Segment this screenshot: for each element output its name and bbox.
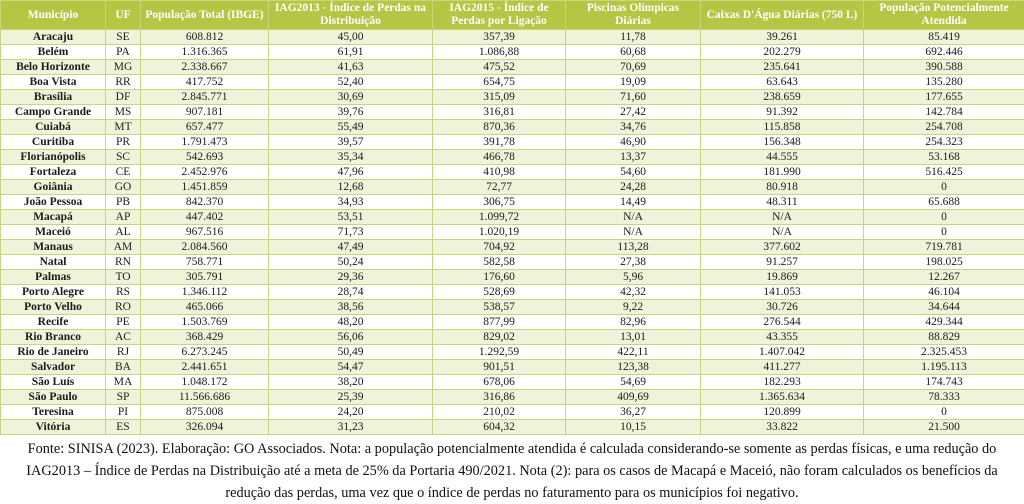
value-cell: 80.918 [701, 180, 864, 195]
value-cell: 429.344 [864, 315, 1024, 330]
value-cell: 316,81 [433, 105, 566, 120]
value-cell: 48,20 [269, 315, 433, 330]
value-cell: 30.726 [701, 300, 864, 315]
table-body [1, 30, 1024, 435]
value-cell: 1.407.042 [701, 345, 864, 360]
value-cell: 202.279 [701, 45, 864, 60]
municipality-cell: Macapá [1, 210, 106, 225]
municipality-cell: Cuiabá [1, 120, 106, 135]
value-cell: 410,98 [433, 165, 566, 180]
value-cell: 1.195.113 [864, 360, 1024, 375]
value-cell: 91.392 [701, 105, 864, 120]
value-cell: AM [106, 240, 141, 255]
value-cell: 176,60 [433, 270, 566, 285]
value-cell: 35,34 [269, 150, 433, 165]
value-cell: 71,73 [269, 225, 433, 240]
footnote-line-1: Fonte: SINISA (2023). Elaboração: GO Associados. Nota: a população potencialmente atendida é calculada considerando-se somente as perdas físicas, e uma redução do [27, 441, 997, 457]
value-cell: PB [106, 195, 141, 210]
value-cell: 53.168 [864, 150, 1024, 165]
value-cell: 31,23 [269, 420, 433, 435]
municipality-cell: Palmas [1, 270, 106, 285]
municipality-cell: Curitiba [1, 135, 106, 150]
table-row [1, 270, 1024, 285]
municipality-cell: Fortaleza [1, 165, 106, 180]
column-header-populacao-total: População Total (IBGE) [141, 1, 269, 30]
value-cell: 1.292,59 [433, 345, 566, 360]
column-header-municipio: Município [1, 1, 106, 30]
value-cell: 466,78 [433, 150, 566, 165]
table-row [1, 30, 1024, 45]
value-cell: 368.429 [141, 330, 269, 345]
value-cell: 377.602 [701, 240, 864, 255]
value-cell: 12.267 [864, 270, 1024, 285]
table-row [1, 405, 1024, 420]
table-header [1, 1, 1024, 30]
value-cell: 28,74 [269, 285, 433, 300]
value-cell: 91.257 [701, 255, 864, 270]
footnote-line-3: redução das perdas, uma vez que o índice de perdas no faturamento para os municípios foi negativo. [225, 485, 799, 501]
value-cell: 33.822 [701, 420, 864, 435]
table-row [1, 360, 1024, 375]
value-cell: 528,69 [433, 285, 566, 300]
value-cell: MS [106, 105, 141, 120]
value-cell: 409,69 [566, 390, 701, 405]
value-cell: PE [106, 315, 141, 330]
value-cell: 30,69 [269, 90, 433, 105]
value-cell: RJ [106, 345, 141, 360]
value-cell: 48.311 [701, 195, 864, 210]
table-row [1, 120, 1024, 135]
table-row [1, 345, 1024, 360]
value-cell: 2.845.771 [141, 90, 269, 105]
value-cell: 156.348 [701, 135, 864, 150]
value-cell: 54,60 [566, 165, 701, 180]
value-cell: 306,75 [433, 195, 566, 210]
value-cell: DF [106, 90, 141, 105]
value-cell: 113,28 [566, 240, 701, 255]
value-cell: N/A [566, 225, 701, 240]
value-cell: 5,96 [566, 270, 701, 285]
value-cell: 1.451.859 [141, 180, 269, 195]
value-cell: RS [106, 285, 141, 300]
value-cell: 391,78 [433, 135, 566, 150]
value-cell: 181.990 [701, 165, 864, 180]
table-row [1, 420, 1024, 435]
value-cell: 53,51 [269, 210, 433, 225]
value-cell: 13,01 [566, 330, 701, 345]
value-cell: 70,69 [566, 60, 701, 75]
footnote-line-2: IAG2013 – Índice de Perdas na Distribuição até a meta de 25% da Portaria 490/2021. Nota (2): para os casos de Macapá e Maceió, não foram calculados os benefícios da [26, 463, 998, 479]
value-cell: 0 [864, 225, 1024, 240]
value-cell: SC [106, 150, 141, 165]
value-cell: 38,56 [269, 300, 433, 315]
value-cell: 141.053 [701, 285, 864, 300]
value-cell: 465.066 [141, 300, 269, 315]
value-cell: 1.099,72 [433, 210, 566, 225]
value-cell: 72,77 [433, 180, 566, 195]
value-cell: 2.325.453 [864, 345, 1024, 360]
value-cell: 54,69 [566, 375, 701, 390]
value-cell: 542.693 [141, 150, 269, 165]
value-cell: 654,75 [433, 75, 566, 90]
value-cell: 411.277 [701, 360, 864, 375]
value-cell: 235.641 [701, 60, 864, 75]
value-cell: 115.858 [701, 120, 864, 135]
column-header-piscinas: Piscinas Olímpicas Diárias [566, 1, 701, 30]
value-cell: 447.402 [141, 210, 269, 225]
table-row [1, 255, 1024, 270]
value-cell: SP [106, 390, 141, 405]
value-cell: 11,78 [566, 30, 701, 45]
value-cell: 0 [864, 210, 1024, 225]
municipality-cell: Vitória [1, 420, 106, 435]
value-cell: 842.370 [141, 195, 269, 210]
table-row [1, 105, 1024, 120]
header-row [1, 1, 1024, 30]
value-cell: 1.365.634 [701, 390, 864, 405]
municipality-cell: Belém [1, 45, 106, 60]
value-cell: 50,49 [269, 345, 433, 360]
municipality-cell: Goiânia [1, 180, 106, 195]
table-row [1, 45, 1024, 60]
table-row [1, 210, 1024, 225]
value-cell: 475,52 [433, 60, 566, 75]
value-cell: 2.084.560 [141, 240, 269, 255]
value-cell: 41,63 [269, 60, 433, 75]
value-cell: 1.791.473 [141, 135, 269, 150]
value-cell: 422,11 [566, 345, 701, 360]
municipality-cell: Campo Grande [1, 105, 106, 120]
municipality-cell: São Paulo [1, 390, 106, 405]
value-cell: RO [106, 300, 141, 315]
value-cell: 1.020,19 [433, 225, 566, 240]
value-cell: 357,39 [433, 30, 566, 45]
value-cell: 678,06 [433, 375, 566, 390]
value-cell: 44.555 [701, 150, 864, 165]
value-cell: 1.346.112 [141, 285, 269, 300]
value-cell: 901,51 [433, 360, 566, 375]
value-cell: AP [106, 210, 141, 225]
table-row [1, 285, 1024, 300]
value-cell: 12,68 [269, 180, 433, 195]
value-cell: 254.708 [864, 120, 1024, 135]
value-cell: RN [106, 255, 141, 270]
value-cell: 46.104 [864, 285, 1024, 300]
municipality-cell: Recife [1, 315, 106, 330]
value-cell: 305.791 [141, 270, 269, 285]
table-row [1, 195, 1024, 210]
value-cell: BA [106, 360, 141, 375]
value-cell: 758.771 [141, 255, 269, 270]
value-cell: 6.273.245 [141, 345, 269, 360]
value-cell: 14,49 [566, 195, 701, 210]
value-cell: MA [106, 375, 141, 390]
value-cell: 692.446 [864, 45, 1024, 60]
value-cell: 34.644 [864, 300, 1024, 315]
value-cell: 78.333 [864, 390, 1024, 405]
value-cell: 38,20 [269, 375, 433, 390]
value-cell: N/A [701, 225, 864, 240]
value-cell: 24,20 [269, 405, 433, 420]
table-row [1, 150, 1024, 165]
value-cell: 47,96 [269, 165, 433, 180]
value-cell: 1.503.769 [141, 315, 269, 330]
value-cell: 2.441.651 [141, 360, 269, 375]
value-cell: 254.323 [864, 135, 1024, 150]
value-cell: 47,49 [269, 240, 433, 255]
municipality-cell: Maceió [1, 225, 106, 240]
value-cell: 604,32 [433, 420, 566, 435]
value-cell: 907.181 [141, 105, 269, 120]
municipality-cell: Porto Alegre [1, 285, 106, 300]
value-cell: CE [106, 165, 141, 180]
column-header-uf: UF [106, 1, 141, 30]
value-cell: 316,86 [433, 390, 566, 405]
value-cell: 582,58 [433, 255, 566, 270]
table-row [1, 225, 1024, 240]
municipality-cell: Rio de Janeiro [1, 345, 106, 360]
table-row [1, 315, 1024, 330]
value-cell: 34,93 [269, 195, 433, 210]
value-cell: AC [106, 330, 141, 345]
table-row [1, 165, 1024, 180]
value-cell: 1.048.172 [141, 375, 269, 390]
value-cell: 19.869 [701, 270, 864, 285]
value-cell: 36,27 [566, 405, 701, 420]
municipality-cell: São Luís [1, 375, 106, 390]
column-header-iag2015: IAG2015 - Índice de Perdas por Ligação [433, 1, 566, 30]
value-cell: SE [106, 30, 141, 45]
value-cell: 19,09 [566, 75, 701, 90]
value-cell: 315,09 [433, 90, 566, 105]
value-cell: 238.659 [701, 90, 864, 105]
value-cell: 85.419 [864, 30, 1024, 45]
column-header-caixas: Caixas D'Água Diárias (750 L) [701, 1, 864, 30]
value-cell: 877,99 [433, 315, 566, 330]
table-row [1, 390, 1024, 405]
value-cell: 55,49 [269, 120, 433, 135]
value-cell: 326.094 [141, 420, 269, 435]
value-cell: PI [106, 405, 141, 420]
value-cell: 25,39 [269, 390, 433, 405]
table-row [1, 240, 1024, 255]
value-cell: PA [106, 45, 141, 60]
value-cell: ES [106, 420, 141, 435]
value-cell: 54,47 [269, 360, 433, 375]
value-cell: 1.086,88 [433, 45, 566, 60]
value-cell: 56,06 [269, 330, 433, 345]
value-cell: 11.566.686 [141, 390, 269, 405]
table-row [1, 375, 1024, 390]
value-cell: 870,36 [433, 120, 566, 135]
value-cell: 60,68 [566, 45, 701, 60]
value-cell: 0 [864, 405, 1024, 420]
value-cell: 2.452.976 [141, 165, 269, 180]
column-header-iag2013: IAG2013 - Índice de Perdas na Distribuição [269, 1, 433, 30]
value-cell: 34,76 [566, 120, 701, 135]
value-cell: 50,24 [269, 255, 433, 270]
value-cell: 1.316.365 [141, 45, 269, 60]
table-row [1, 300, 1024, 315]
column-header-populacao-atendida: População Potencialmente Atendida [864, 1, 1024, 30]
value-cell: 0 [864, 180, 1024, 195]
table-row [1, 330, 1024, 345]
value-cell: 657.477 [141, 120, 269, 135]
value-cell: 719.781 [864, 240, 1024, 255]
value-cell: 538,57 [433, 300, 566, 315]
table-row [1, 90, 1024, 105]
value-cell: 10,15 [566, 420, 701, 435]
value-cell: N/A [566, 210, 701, 225]
value-cell: 39.261 [701, 30, 864, 45]
value-cell: 967.516 [141, 225, 269, 240]
table-footnote [0, 438, 1024, 504]
table-row [1, 60, 1024, 75]
value-cell: 174.743 [864, 375, 1024, 390]
table-row [1, 135, 1024, 150]
value-cell: 829,02 [433, 330, 566, 345]
value-cell: 608.812 [141, 30, 269, 45]
table-row [1, 75, 1024, 90]
value-cell: 65.688 [864, 195, 1024, 210]
value-cell: 704,92 [433, 240, 566, 255]
value-cell: 39,57 [269, 135, 433, 150]
value-cell: 142.784 [864, 105, 1024, 120]
value-cell: 43.355 [701, 330, 864, 345]
value-cell: 39,76 [269, 105, 433, 120]
value-cell: 417.752 [141, 75, 269, 90]
value-cell: 52,40 [269, 75, 433, 90]
municipality-cell: Belo Horizonte [1, 60, 106, 75]
municipality-cell: Teresina [1, 405, 106, 420]
value-cell: 9,22 [566, 300, 701, 315]
value-cell: 29,36 [269, 270, 433, 285]
municipality-cell: Porto Velho [1, 300, 106, 315]
value-cell: RR [106, 75, 141, 90]
value-cell: 45,00 [269, 30, 433, 45]
value-cell: TO [106, 270, 141, 285]
value-cell: 82,96 [566, 315, 701, 330]
value-cell: MG [106, 60, 141, 75]
value-cell: 27,38 [566, 255, 701, 270]
municipality-cell: Aracaju [1, 30, 106, 45]
municipality-cell: Salvador [1, 360, 106, 375]
value-cell: AL [106, 225, 141, 240]
municipality-cell: Florianópolis [1, 150, 106, 165]
value-cell: 46,90 [566, 135, 701, 150]
value-cell: 198.025 [864, 255, 1024, 270]
value-cell: N/A [701, 210, 864, 225]
value-cell: 516.425 [864, 165, 1024, 180]
value-cell: MT [106, 120, 141, 135]
value-cell: 123,38 [566, 360, 701, 375]
value-cell: 21.500 [864, 420, 1024, 435]
value-cell: 210,02 [433, 405, 566, 420]
municipality-cell: Natal [1, 255, 106, 270]
value-cell: 875.008 [141, 405, 269, 420]
value-cell: PR [106, 135, 141, 150]
value-cell: 276.544 [701, 315, 864, 330]
value-cell: GO [106, 180, 141, 195]
municipality-cell: Rio Branco [1, 330, 106, 345]
municipality-cell: Brasília [1, 90, 106, 105]
value-cell: 71,60 [566, 90, 701, 105]
value-cell: 63.643 [701, 75, 864, 90]
value-cell: 182.293 [701, 375, 864, 390]
value-cell: 13,37 [566, 150, 701, 165]
value-cell: 24,28 [566, 180, 701, 195]
value-cell: 177.655 [864, 90, 1024, 105]
value-cell: 42,32 [566, 285, 701, 300]
value-cell: 88.829 [864, 330, 1024, 345]
value-cell: 27,42 [566, 105, 701, 120]
value-cell: 2.338.667 [141, 60, 269, 75]
value-cell: 61,91 [269, 45, 433, 60]
municipality-cell: Manaus [1, 240, 106, 255]
value-cell: 135.280 [864, 75, 1024, 90]
municipality-cell: João Pessoa [1, 195, 106, 210]
value-cell: 390.588 [864, 60, 1024, 75]
municipality-cell: Boa Vista [1, 75, 106, 90]
value-cell: 120.899 [701, 405, 864, 420]
table-row [1, 180, 1024, 195]
